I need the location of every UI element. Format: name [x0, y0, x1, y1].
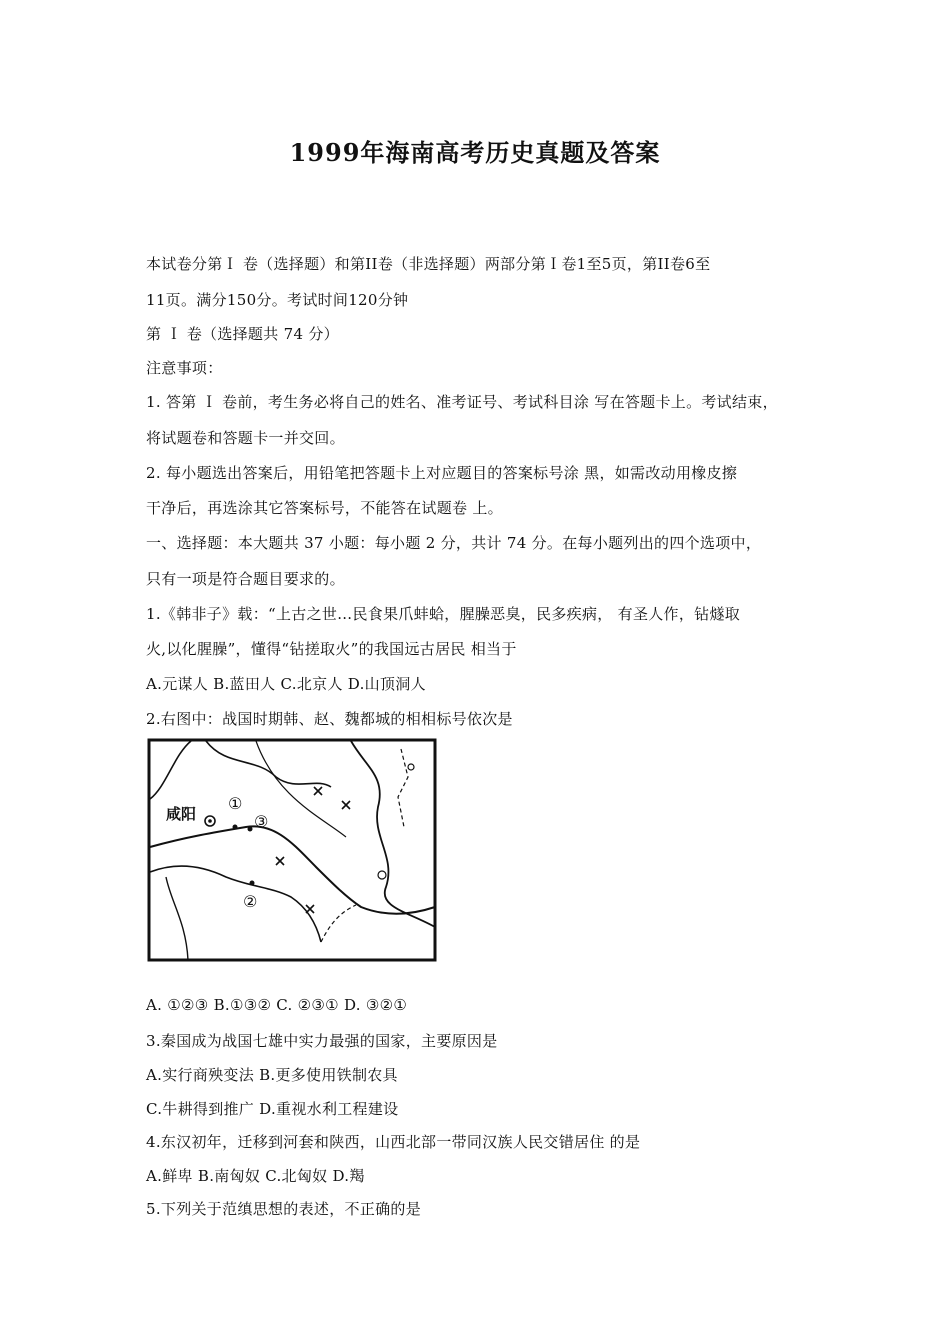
question-3: 3.秦国成为战国七雄中实力最强的国家，主要原因是 [146, 1032, 498, 1050]
intro-line-2: 11页。满分150分。考试时间120分钟 [146, 291, 409, 309]
page-title: 1999年海南高考历史真题及答案 [289, 138, 661, 167]
question-4: 4.东汉初年，迁移到河套和陕西，山西北部一带同汉族人民交错居住 的是 [146, 1133, 641, 1151]
question-3-options-ab: A.实行商殃变法 B.更多使用铁制农具 [146, 1066, 398, 1084]
question-3-options-cd: C.牛耕得到推广 D.重视水利工程建设 [146, 1100, 399, 1118]
question-5: 5.下列关于范缜思想的表述，不正确的是 [146, 1200, 422, 1218]
notice-item-2: 2. 每小题选出答案后，用铅笔把答题卡上对应题目的答案标号涂 黑，如需改动用橡皮擦 [146, 464, 738, 482]
part-instructions-cont: 只有一项是符合题目要求的。 [146, 570, 345, 588]
intro-line-1: 本试卷分第Ｉ 卷（选择题）和第II卷（非选择题）两部分第Ｉ卷1至5页，第II卷6至 [146, 255, 711, 273]
section-heading: 第 Ｉ 卷（选择题共 74 分） [146, 325, 339, 343]
map-marker-2: ② [243, 892, 258, 911]
map-marker-1: ① [228, 794, 243, 813]
question-1-options: A.元谋人 B.蓝田人 C.北京人 D.山顶洞人 [146, 675, 426, 693]
question-1-cont: 火,以化腥臊”，懂得“钻搓取火”的我国远古居民 相当于 [146, 640, 517, 658]
question-1: 1.《韩非子》载：“上古之世…民食果爪蚌蛤，腥臊恶臭，民多疾病， 有圣人作，钻燧取 [146, 605, 741, 623]
notice-item-1: 1. 答第 Ｉ 卷前，考生务必将自己的姓名、准考证号、考试科目涂 写在答题卡上。考试结束， [146, 393, 778, 411]
warring-states-map [146, 737, 438, 963]
question-4-options: A.鲜卑 B.南匈奴 C.北匈奴 D.羯 [146, 1167, 365, 1185]
notice-heading: 注意事项： [146, 359, 223, 377]
question-2: 2.右图中：战国时期韩、赵、魏都城的相相标号依次是 [146, 710, 513, 728]
map-city-label: 咸阳 [166, 805, 197, 823]
notice-item-1-cont: 将试题卷和答题卡一并交回。 [146, 429, 345, 447]
part-instructions: 一、选择题：本大题共 37 小题：每小题 2 分，共计 74 分。在每小题列出的四个选项中， [146, 534, 762, 552]
notice-item-2-cont: 干净后，再选涂其它答案标号，不能答在试题卷 上。 [146, 499, 503, 517]
map-marker-3: ③ [254, 812, 269, 831]
question-2-options: A. ①②③ B.①③② C. ②③① D. ③②① [146, 996, 408, 1014]
